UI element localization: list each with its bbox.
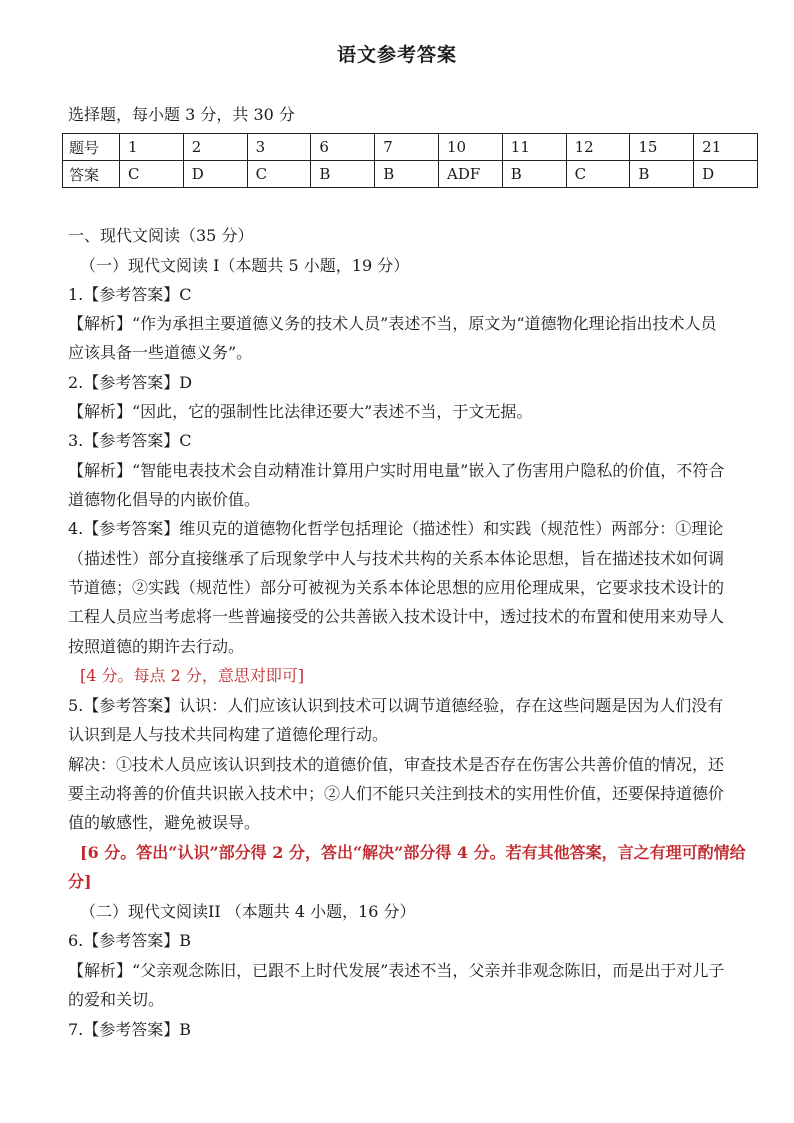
row-label-answer: 答案 <box>63 161 120 188</box>
analysis-line: 【解析】“作为承担主要道德义务的技术人员”表述不当，原文为“道德物化理论指出技术人员 <box>68 314 717 333</box>
table-cell: 12 <box>566 134 630 161</box>
subsection-heading: （二）现代文阅读II （本题共 4 小题，16 分） <box>80 902 416 921</box>
answer-table <box>62 133 758 188</box>
table-cell: 15 <box>630 134 694 161</box>
answer-line: 认识到是人与技术共同构建了道德伦理行动。 <box>68 725 389 744</box>
answer-line: 1.【参考答案】C <box>68 285 192 304</box>
page-title: 语文参考答案 <box>336 44 457 66</box>
answer-line: 按照道德的期许去行动。 <box>68 637 245 656</box>
analysis-line: 的爱和关切。 <box>68 990 165 1009</box>
scoring-note: 分] <box>68 872 92 891</box>
answer-line: 4.【参考答案】维贝克的道德物化哲学包括理论（描述性）和实践（规范性）两部分：①理论 <box>68 519 724 538</box>
table-cell: 7 <box>375 134 439 161</box>
table-row-answers <box>63 161 758 188</box>
answer-line: 3.【参考答案】C <box>68 431 192 450</box>
table-cell: D <box>694 161 758 188</box>
table-cell: 21 <box>694 134 758 161</box>
answer-line: 要主动将善的价值共识嵌入技术中；②人们不能只关注到技术的实用性价值，还要保持道德价 <box>68 784 725 803</box>
answer-line: 工程人员应当考虑将一些普遍接受的公共善嵌入技术设计中，透过技术的布置和使用来劝导人 <box>68 607 725 626</box>
analysis-line: 【解析】“父亲观念陈旧，已跟不上时代发展”表述不当，父亲并非观念陈旧，而是出于对儿子 <box>68 961 725 980</box>
answer-line: （描述性）部分直接继承了后现象学中人与技术共构的关系本体论思想，旨在描述技术如何调 <box>68 549 725 568</box>
table-cell: 10 <box>438 134 502 161</box>
table-cell: B <box>311 161 375 188</box>
table-cell: 2 <box>183 134 247 161</box>
table-row-numbers <box>63 134 758 161</box>
table-cell: B <box>502 161 566 188</box>
analysis-line: 应该具备一些道德义务”。 <box>68 343 253 362</box>
table-cell: ADF <box>438 161 502 188</box>
answer-line: 节道德；②实践（规范性）部分可被视为关系本体论思想的应用伦理成果，它要求技术设计的 <box>68 578 725 597</box>
table-cell: B <box>375 161 439 188</box>
table-cell: C <box>566 161 630 188</box>
table-cell: C <box>120 161 184 188</box>
section-heading: 一、现代文阅读（35 分） <box>68 226 254 245</box>
answer-line: 2.【参考答案】D <box>68 373 193 392</box>
answer-line: 7.【参考答案】B <box>68 1020 192 1039</box>
analysis-line: 【解析】“因此，它的强制性比法律还要大”表述不当，于文无据。 <box>68 402 533 421</box>
scoring-note: [4 分。每点 2 分，意思对即可] <box>80 666 305 685</box>
answer-line: 6.【参考答案】B <box>68 931 192 950</box>
answer-line: 解决：①技术人员应该认识到技术的道德价值，审查技术是否存在伤害公共善价值的情况，还 <box>68 755 725 774</box>
table-cell: C <box>247 161 311 188</box>
table-cell: 6 <box>311 134 375 161</box>
choice-intro: 选择题，每小题 3 分，共 30 分 <box>68 105 295 124</box>
answer-line: 5.【参考答案】认识：人们应该认识到技术可以调节道德经验，存在这些问题是因为人们没有 <box>68 696 724 715</box>
analysis-line: 【解析】“智能电表技术会自动精准计算用户实时用电量”嵌入了伤害用户隐私的价值，不符合 <box>68 461 725 480</box>
subsection-heading: （一）现代文阅读 I（本题共 5 小题，19 分） <box>80 256 410 275</box>
table-cell: B <box>630 161 694 188</box>
table-cell: 1 <box>120 134 184 161</box>
table-cell: D <box>183 161 247 188</box>
scoring-note: [6 分。答出“认识”部分得 2 分，答出“解决”部分得 4 分。若有其他答案，言之有理可酌情给 <box>80 843 746 862</box>
analysis-line: 道德物化倡导的内嵌价值。 <box>68 490 261 509</box>
table-cell: 11 <box>502 134 566 161</box>
table-cell: 3 <box>247 134 311 161</box>
row-label-number: 题号 <box>63 134 120 161</box>
answer-line: 值的敏感性，避免被误导。 <box>68 813 261 832</box>
